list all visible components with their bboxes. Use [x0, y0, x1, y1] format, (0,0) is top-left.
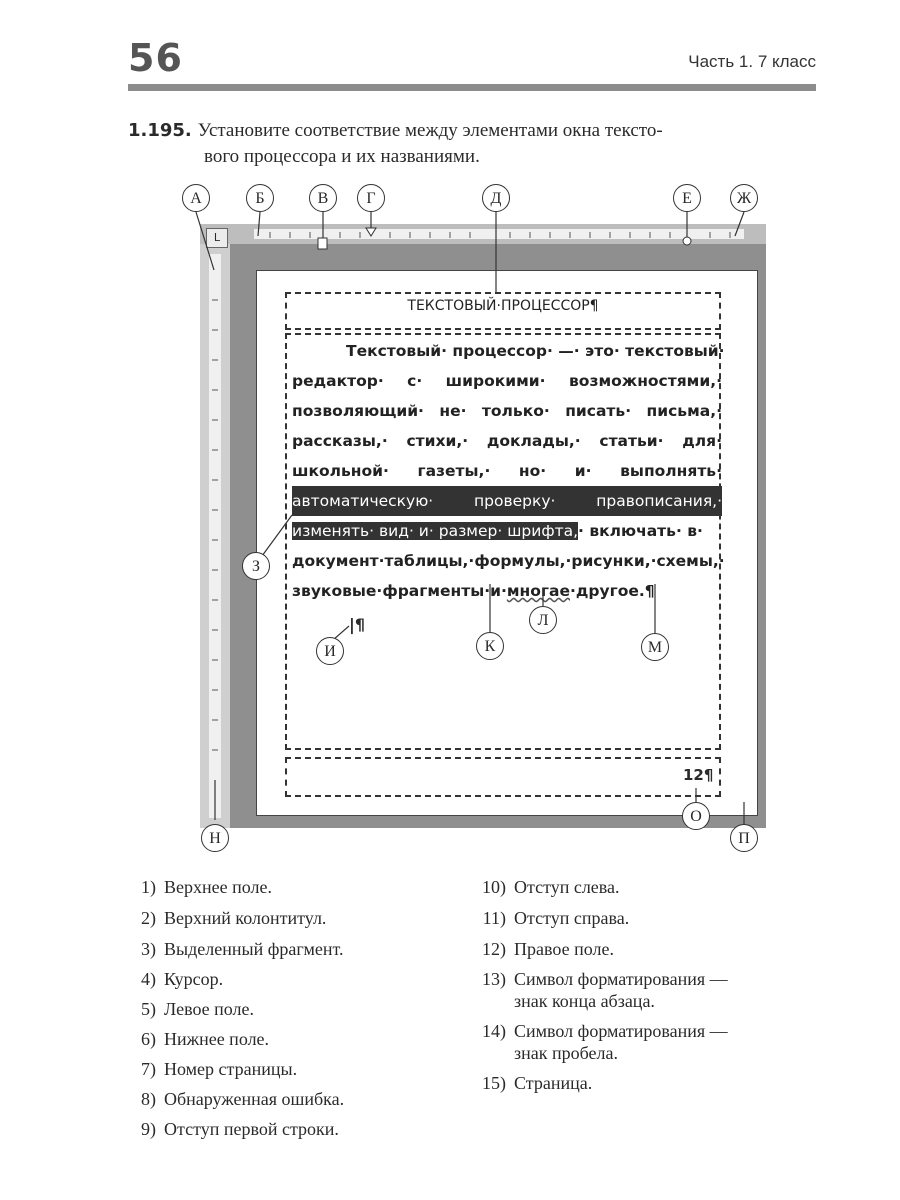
option-text: Правое поле. [514, 939, 614, 959]
option-text: Отступ слева. [514, 877, 620, 897]
list-item [118, 1058, 297, 1080]
paragraph-line: редактор· с· широкими· возможностями,· [292, 372, 722, 390]
option-number: 2) [141, 908, 156, 928]
option-number: 12) [482, 939, 506, 959]
paragraph-line [292, 576, 722, 606]
list-item [468, 876, 620, 898]
option-text: Обнаруженная ошибка. [164, 1089, 345, 1109]
task-text-line1: Установите соответствие между элементами окна тексто- [197, 120, 663, 141]
option-number: 11) [482, 908, 506, 928]
option-number: 9) [141, 1119, 156, 1139]
page-number: 56 [128, 36, 183, 80]
list-item [118, 968, 223, 990]
callout-a: А [182, 184, 210, 212]
line-part: ·другое.¶ [569, 582, 655, 600]
selected-text: автоматическую· проверку· правописания,· [292, 486, 722, 516]
footer-area-box [285, 757, 721, 797]
section-title: Часть 1. 7 класс [688, 52, 816, 71]
task-number: 1.195. [128, 120, 192, 141]
spelling-error: многае [506, 582, 570, 600]
paragraph-line: рассказы,· стихи,· доклады,· статьи· для· [292, 432, 722, 450]
option-text: Левое поле. [164, 999, 255, 1019]
option-text: Символ форматирования — [514, 969, 728, 989]
option-number: 6) [141, 1029, 156, 1049]
horizontal-ruler [200, 224, 766, 244]
callout-z: З [242, 552, 270, 580]
list-item [468, 1020, 728, 1064]
paragraph-line-tail: · включать· в· [578, 522, 703, 540]
option-text-cont: знак пробела. [514, 1043, 618, 1063]
list-item [118, 876, 272, 898]
list-item [118, 938, 344, 960]
callout-n: Н [201, 824, 229, 852]
option-text: Выделенный фрагмент. [164, 939, 344, 959]
paragraph-line: документ·таблицы,·формулы,·рисунки,·схемы,· [292, 552, 725, 570]
option-number: 8) [141, 1089, 156, 1109]
list-item [118, 907, 326, 929]
list-item [468, 1072, 592, 1094]
callout-i: И [316, 637, 344, 665]
callout-v: В [309, 184, 337, 212]
line-part: звуковые·фрагменты·и· [292, 582, 507, 600]
header-rule [128, 84, 816, 91]
option-text: Символ форматирования — [514, 1021, 728, 1041]
option-number: 1) [141, 877, 156, 897]
callout-zh: Ж [730, 184, 758, 212]
page-number-field: 12¶ [683, 766, 714, 784]
callout-p: П [730, 824, 758, 852]
list-item [468, 907, 629, 929]
paragraph-line: школьной· газеты,· но· и· выполнять· [292, 462, 722, 480]
option-text: Нижнее поле. [164, 1029, 270, 1049]
document-title: ТЕКСТОВЫЙ·ПРОЦЕССОР¶ [407, 298, 599, 314]
list-item [118, 1118, 339, 1140]
callout-o: О [682, 802, 710, 830]
callout-k: К [476, 632, 504, 660]
option-text: Курсор. [164, 969, 224, 989]
option-text: Номер страницы. [164, 1059, 298, 1079]
paragraph-line: позволяющий· не· только· писать· письма,· [292, 402, 722, 420]
tab-selector-icon: L [206, 228, 228, 248]
callout-d: Д [482, 184, 510, 212]
paragraph-line: Текстовый· процессор· —· это· текстовый· [346, 342, 725, 360]
option-text: Отступ справа. [514, 908, 630, 928]
option-number: 4) [141, 969, 156, 989]
task-text-line2: вого процессора и их названиями. [204, 146, 480, 167]
callout-e: Е [673, 184, 701, 212]
task-statement [128, 118, 818, 170]
option-text: Верхнее поле. [164, 877, 272, 897]
option-text: Страница. [514, 1073, 593, 1093]
option-text: Отступ первой строки. [164, 1119, 339, 1139]
vertical-ruler [200, 244, 230, 828]
option-number: 13) [482, 969, 506, 989]
option-number: 10) [482, 877, 506, 897]
option-text-cont: знак конца абзаца. [514, 991, 655, 1011]
list-item [118, 998, 254, 1020]
selected-text-end: изменять· вид· и· размер· шрифта, [292, 522, 579, 540]
option-number: 7) [141, 1059, 156, 1079]
text-cursor: |¶ [349, 615, 366, 634]
callout-b: Б [246, 184, 274, 212]
paragraph-line [292, 516, 722, 546]
callout-g: Г [357, 184, 385, 212]
option-number: 3) [141, 939, 156, 959]
list-item [468, 968, 728, 1012]
option-text: Верхний колонтитул. [164, 908, 327, 928]
list-item [118, 1028, 269, 1050]
callout-m: М [641, 633, 669, 661]
callout-l: Л [529, 606, 557, 634]
list-item [118, 1088, 344, 1110]
document-paragraph [292, 336, 725, 606]
option-number: 5) [141, 999, 156, 1019]
option-number: 15) [482, 1073, 506, 1093]
list-item [468, 938, 614, 960]
option-number: 14) [482, 1021, 506, 1041]
